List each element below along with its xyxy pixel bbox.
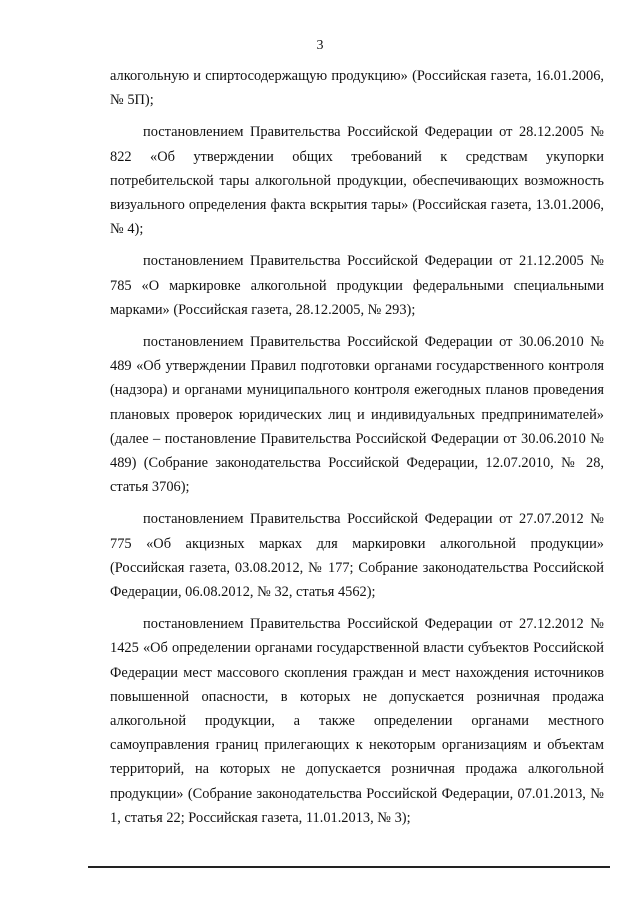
document-body bbox=[110, 64, 604, 830]
paragraph-continuation: алкогольную и спиртосодержащую продукцию» (Российская газета, 16.01.2006, № 5П); bbox=[110, 68, 604, 109]
paragraph-decree-822: постановлением Правительства Российской Федерации от 28.12.2005 № 822 «Об утверждении общих требований к средствам укупорки потребительской тары алкогольной продукции, обеспечивающих возможность визуального определения факта вскрытия тары» (Российская газета, 13.01.2006, № 4); bbox=[110, 124, 604, 238]
footer-rule bbox=[88, 866, 610, 868]
page-number: 3 bbox=[316, 38, 324, 53]
paragraph-decree-1425: постановлением Правительства Российской Федерации от 27.12.2012 № 1425 «Об определении органами государственной власти субъектов Российской Федерации мест массового скопления граждан и мест нахождения источников повышенной опасности, в которых не допускается розничная продажа алкогольной продукции, а также определении органами местного самоуправления границ прилегающих к некоторым организациям и объектам территорий, на которых не допускается розничная продажа алкогольной продукции» (Собрание законодательства Российской Федерации, 07.01.2013, № 1, статья 22; Российская газета, 11.01.2013, № 3); bbox=[110, 616, 604, 826]
paragraph-decree-785: постановлением Правительства Российской Федерации от 21.12.2005 № 785 «О маркировке алкогольной продукции федеральными специальными марками» (Российская газета, 28.12.2005, № 293); bbox=[110, 253, 604, 318]
paragraph-decree-775: постановлением Правительства Российской Федерации от 27.07.2012 № 775 «Об акцизных марках для маркировки алкогольной продукции» (Российская газета, 03.08.2012, № 177; Собрание законодательства Российской Федерации, 06.08.2012, № 32, статья 4562); bbox=[110, 511, 604, 601]
paragraph-decree-489: постановлением Правительства Российской Федерации от 30.06.2010 № 489 «Об утверждении Правил подготовки органами государственного контроля (надзора) и органами муниципального контроля ежегодных планов проведения плановых проверок юридических лиц и индивидуальных предпринимателей» (далее – постановление Правительства Российской Федерации от 30.06.2010 № 489) (Собрание законодательства Российской Федерации, 12.07.2010, № 28, статья 3706); bbox=[110, 334, 604, 496]
